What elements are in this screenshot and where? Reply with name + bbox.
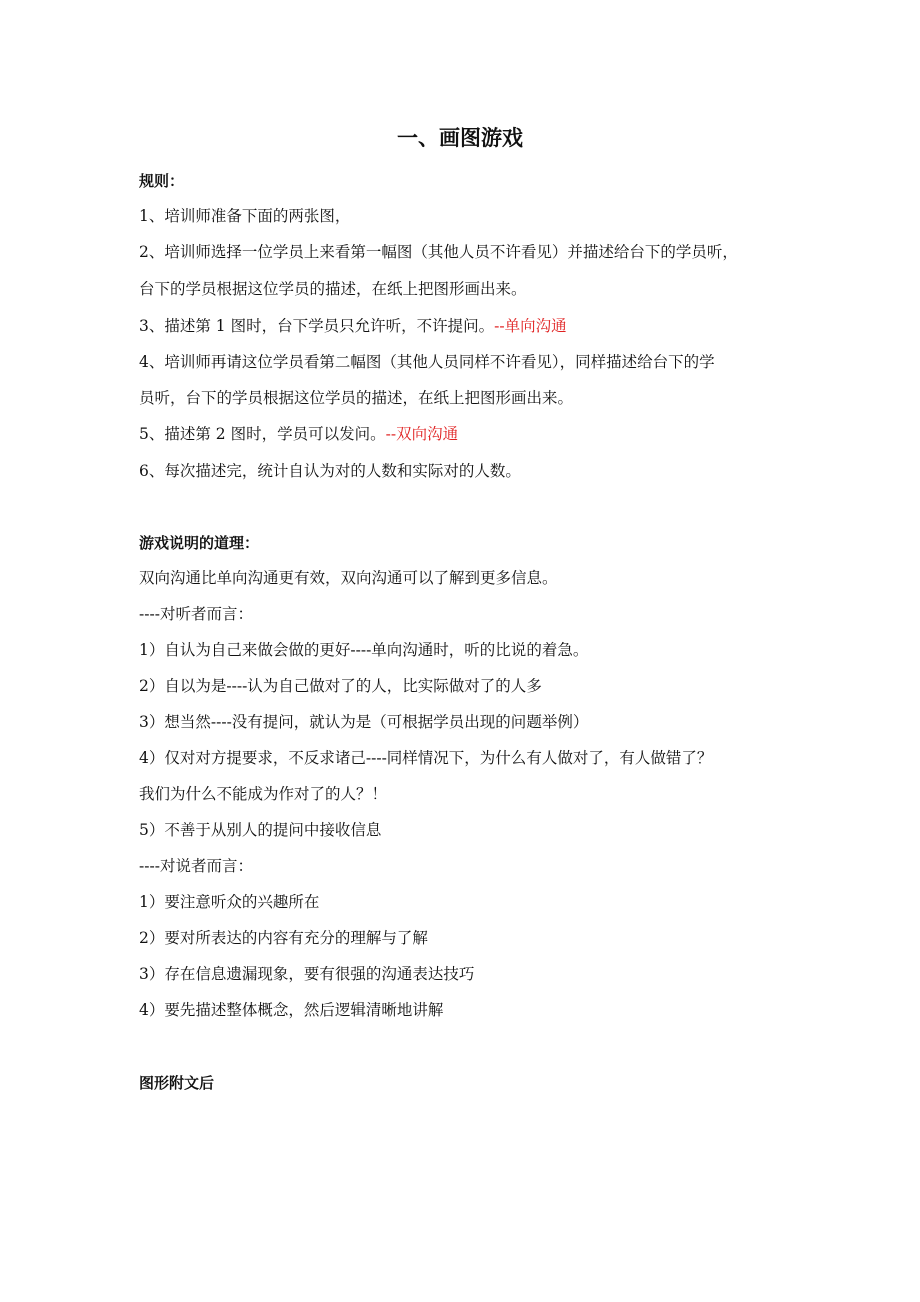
rule-item-3-text: 3、描述第 1 图时，台下学员只允许听，不许提问。 [139, 317, 495, 335]
page-title: 一、画图游戏 [397, 126, 523, 150]
rule-item-3 [139, 314, 567, 336]
listener-item-1: 1）自认为自己来做会做的更好----单向沟通时，听的比说的着急。 [139, 641, 589, 659]
rules-heading: 规则： [139, 172, 185, 190]
speaker-heading: ----对说者而言： [139, 857, 253, 875]
rule-item-5 [139, 422, 458, 444]
figures-appendix-heading: 图形附文后 [139, 1074, 215, 1092]
listener-item-5: 5）不善于从别人的提问中接收信息 [139, 821, 382, 839]
listener-heading: ----对听者而言： [139, 605, 253, 623]
listener-item-4: 4）仅对对方提要求，不反求诸己----同样情况下，为什么有人做对了，有人做错了？ [139, 749, 713, 767]
speaker-item-3: 3）存在信息遗漏现象，要有很强的沟通表达技巧 [139, 965, 475, 983]
one-way-communication-note: --单向沟通 [494, 317, 567, 335]
explanation-heading: 游戏说明的道理： [139, 534, 260, 552]
rule-item-6: 6、每次描述完，统计自认为对的人数和实际对的人数。 [139, 462, 521, 480]
speaker-item-4: 4）要先描述整体概念，然后逻辑清晰地讲解 [139, 1001, 444, 1019]
rule-item-5-text: 5、描述第 2 图时，学员可以发问。 [139, 425, 386, 443]
explanation-intro: 双向沟通比单向沟通更有效，双向沟通可以了解到更多信息。 [139, 569, 558, 587]
two-way-communication-note: --双向沟通 [385, 425, 459, 443]
speaker-item-1: 1）要注意听众的兴趣所在 [139, 893, 320, 911]
rule-item-1: 1、培训师准备下面的两张图， [139, 207, 351, 225]
listener-item-4-cont: 我们为什么不能成为作对了的人？！ [139, 785, 388, 803]
rule-item-4-cont: 员听，台下的学员根据这位学员的描述，在纸上把图形画出来。 [139, 389, 574, 407]
rule-item-2: 2、培训师选择一位学员上来看第一幅图（其他人员不许看见）并描述给台下的学员听， [139, 243, 738, 261]
listener-item-2: 2）自以为是----认为自己做对了的人，比实际做对了的人多 [139, 677, 542, 695]
rule-item-2-cont: 台下的学员根据这位学员的描述，在纸上把图形画出来。 [139, 280, 527, 298]
rule-item-4: 4、培训师再请这位学员看第二幅图（其他人员同样不许看见），同样描述给台下的学 [139, 353, 715, 371]
listener-item-3: 3）想当然----没有提问，就认为是（可根据学员出现的问题举例） [139, 713, 589, 731]
speaker-item-2: 2）要对所表达的内容有充分的理解与了解 [139, 929, 428, 947]
